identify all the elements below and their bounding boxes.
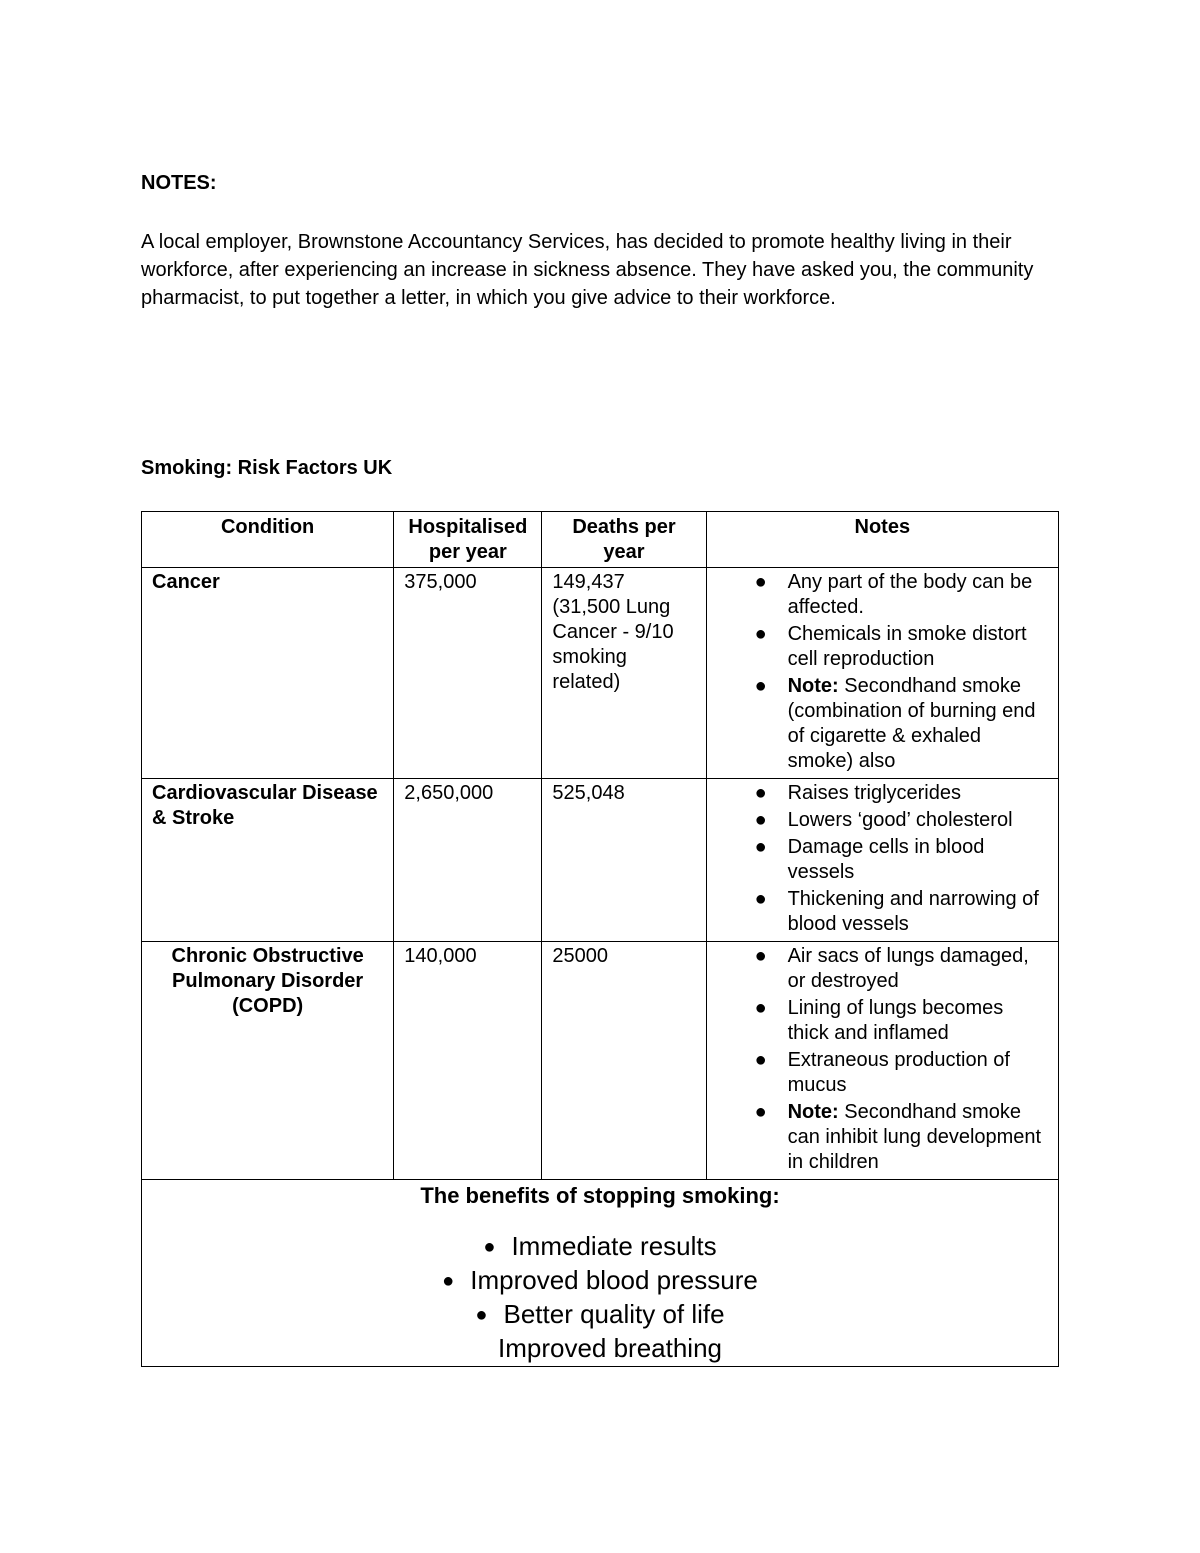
table-row [142,568,1059,779]
benefit-text: Immediate results [511,1231,717,1261]
list-item [717,622,1048,672]
note-label: Note: [787,675,839,697]
benefit-text: Improved breathing [497,1333,723,1363]
note-label: Note: [787,1101,839,1123]
header-condition: Condition [142,512,394,568]
list-item [717,808,1048,833]
notes-cell [706,568,1058,779]
note-text: Chemicals in smoke distort cell reproduction [787,623,1027,670]
table-title: Smoking: Risk Factors UK [141,457,393,479]
bullet-icon: ● [754,1049,767,1071]
benefits-cell [142,1180,1059,1367]
condition-cell: Cancer [142,568,394,779]
list-item [717,996,1048,1046]
list-item [717,835,1048,885]
notes-list [717,781,1048,937]
notes-heading: NOTES: [141,172,217,194]
list-item [717,944,1048,994]
risk-factors-table [141,511,1059,1367]
deaths-cell: 25000 [542,942,706,1180]
hospitalised-cell: 2,650,000 [394,779,542,942]
header-notes: Notes [706,512,1058,568]
list-item [717,570,1048,620]
note-text: Thickening and narrowing of blood vessels [787,888,1039,935]
bullet-icon: ● [754,809,767,831]
bullet-icon: ● [754,945,767,967]
list-item [717,674,1048,774]
header-deaths: Deaths per year [542,512,706,568]
list-item [142,1230,1058,1264]
list-item [142,1298,1058,1332]
note-text: Air sacs of lungs damaged, or destroyed [787,945,1029,992]
hospitalised-cell: 375,000 [394,568,542,779]
deaths-cell: 149,437 (31,500 Lung Cancer - 9/10 smoking related) [542,568,706,779]
deaths-cell: 525,048 [542,779,706,942]
list-item [717,781,1048,806]
bullet-icon: ● [754,623,767,645]
note-text: Extraneous production of mucus [787,1049,1010,1096]
table-row [142,779,1059,942]
notes-body: A local employer, Brownstone Accountancy Services, has decided to promote healthy living in their workforce, after experiencing an increase in sickness absence. They have asked you, the community pharmacist, to put together a letter, in which you give advice to their workforce. [141,231,1034,309]
bullet-icon: ● [442,1270,455,1292]
bullet-icon: ● [754,675,767,697]
bullet-icon: ● [754,782,767,804]
bullet-icon: ● [754,888,767,910]
condition-cell: Chronic Obstructive Pulmonary Disorder (COPD) [142,942,394,1180]
benefits-title: The benefits of stopping smoking: [420,1183,780,1208]
bullet-icon: ● [483,1236,496,1258]
list-item [142,1332,1058,1365]
note-text: Damage cells in blood vessels [787,836,985,883]
benefit-text: Improved blood pressure [470,1265,758,1295]
list-item [717,1048,1048,1098]
list-item [142,1264,1058,1298]
notes-list [717,570,1048,774]
note-text: Secondhand smoke can inhibit lung development in children [787,1101,1042,1173]
note-text: Lowers ‘good’ cholesterol [787,809,1013,831]
note-text: Lining of lungs becomes thick and inflamed [787,997,1004,1044]
note-text: Secondhand smoke (combination of burning end of cigarette & exhaled smoke) also [787,675,1036,772]
note-text: Raises triglycerides [787,782,961,804]
list-item [717,887,1048,937]
notes-list [717,944,1048,1175]
condition-cell: Cardiovascular Disease & Stroke [142,779,394,942]
table-header-row [142,512,1059,568]
benefit-text: Better quality of life [503,1299,725,1329]
table-row [142,942,1059,1180]
notes-cell [706,942,1058,1180]
bullet-icon: ● [475,1304,488,1326]
header-hospitalised: Hospitalised per year [394,512,542,568]
benefits-row [142,1180,1059,1367]
bullet-icon: ● [754,571,767,593]
list-item [717,1100,1048,1175]
hospitalised-cell: 140,000 [394,942,542,1180]
bullet-icon: ● [754,836,767,858]
bullet-icon: ● [754,1101,767,1123]
benefits-list [142,1230,1058,1365]
note-text: Any part of the body can be affected. [787,571,1033,618]
bullet-icon: ● [754,997,767,1019]
notes-cell [706,779,1058,942]
